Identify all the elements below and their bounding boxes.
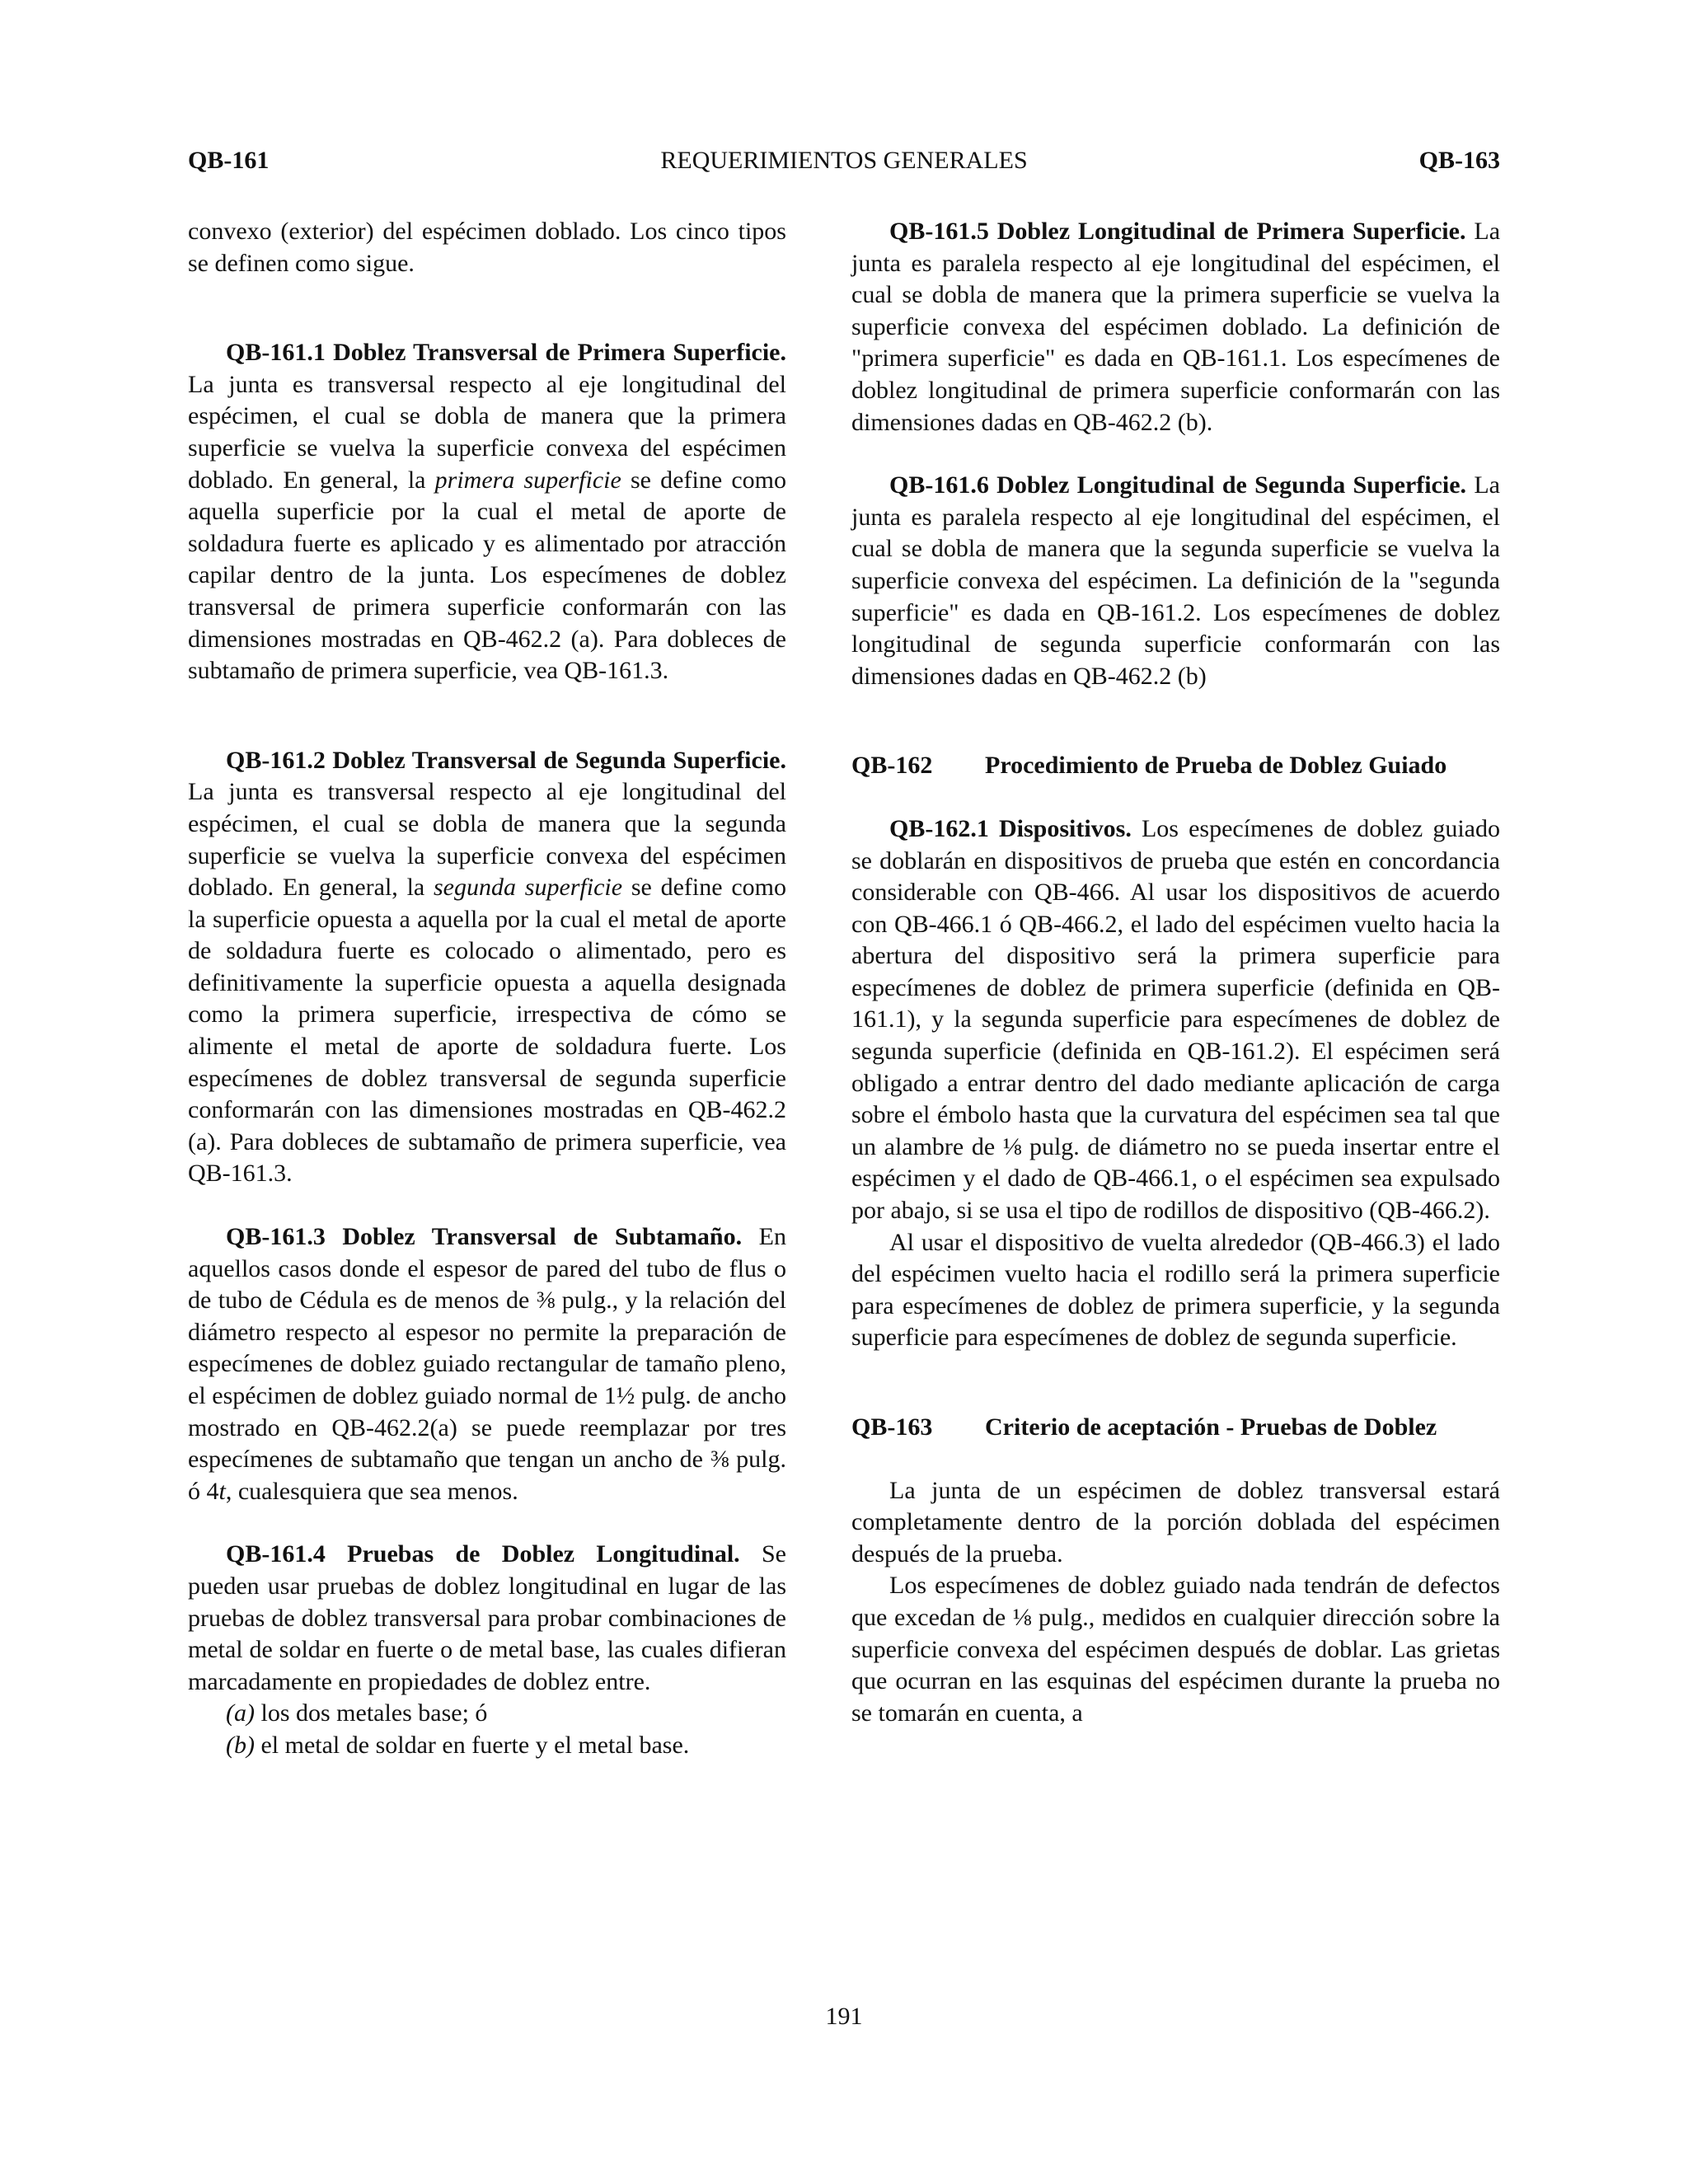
list-item-a-text: los dos metales base; ó	[254, 1699, 488, 1727]
section-162-heading	[851, 750, 1500, 782]
section-161-3-text-a: En aquellos casos donde el espesor de pared del tubo de flus o de tubo de Cédula es de menos de ⅜ pulg., y la relación del diámetro respecto al espesor no permite la preparación de especímenes de doblez guiado rectangular de tamaño pleno, el espécimen de doblez guiado normal de 1½ pulg. de ancho mostrado en QB-462.2(a) se puede reemplazar por tres especímenes de subtamaño que tengan un ancho de ⅜ pulg. ó 4	[188, 1223, 786, 1505]
section-161-6-text: La junta es paralela respecto al eje longitudinal del espécimen, el cual se dobla de manera que la segunda superficie se vuelva la superficie convexa del espécimen. La definición de la "segunda superficie" es dada en QB-161.2. Los especímenes de doblez longitudinal de segunda superficie conformarán con las dimensiones dadas en QB-462.2 (b)	[851, 471, 1500, 690]
intro-paragraph: convexo (exterior) del espécimen doblado. Los cinco tipos se definen como sigue.	[188, 218, 786, 277]
section-161-6-heading: QB-161.6 Doblez Longitudinal de Segunda Superficie.	[889, 471, 1467, 499]
section-163-number: QB-163	[851, 1413, 933, 1441]
header-title: REQUERIMIENTOS GENERALES	[660, 147, 1028, 174]
page-number: 191	[825, 2003, 863, 2030]
section-161-4-text: Se pueden usar pruebas de doblez longitudinal en lugar de las pruebas de doblez transversal para probar combinaciones de metal de soldar en fuerte o de metal base, las cuales difieran marcadamente en propiedades de doblez entre.	[188, 1540, 786, 1695]
list-item-a-label: (a)	[226, 1699, 255, 1727]
section-161-2	[188, 745, 786, 1190]
section-161-3-emphasis: t	[218, 1477, 226, 1505]
section-162-1-text: Los especímenes de doblez guiado se doblarán en dispositivos de prueba que estén en concordancia considerable con QB-466. Al usar los dispositivos de acuerdo con QB-466.1 ó QB-466.2, el lado del espécimen vuelto hacia la abertura del dispositivo será la primera superficie para especímenes de doblez de primera superficie (definida en QB-161.1), y la segunda superficie para especímenes de doblez de segunda superficie (definida en QB-161.2). El espécimen será obligado a entrar dentro del dado mediante aplicación de carga sobre el émbolo hasta que la curvatura del espécimen sea tal que un alambre de ⅛ pulg. de diámetro no se pueda insertar entre el espécimen y el dado de QB-466.1, o el espécimen sea expulsado por abajo, si se usa el tipo de rodillos de dispositivo (QB-466.2).	[851, 814, 1500, 1225]
section-162-1	[851, 813, 1500, 1227]
section-162-number: QB-162	[851, 752, 933, 780]
section-161-6	[851, 470, 1500, 692]
section-161-2-heading: QB-161.2 Doblez Transversal de Segunda Superficie.	[226, 746, 786, 774]
section-161-3-text-b: , cualesquiera que sea menos.	[225, 1477, 518, 1505]
section-161-1-emphasis: primera superficie	[434, 466, 621, 494]
section-161-1	[188, 337, 786, 687]
section-161-4-heading: QB-161.4 Pruebas de Doblez Longitudinal.	[226, 1540, 740, 1568]
section-163-heading	[851, 1412, 1500, 1444]
section-161-1-text-b: se define como aquella superficie por la cual el metal de aporte de soldadura fuerte es aplicado y es alimentado por atracción capilar dentro de la junta. Los especímenes de doblez transversal de primera superficie conformarán con las dimensiones mostradas en QB-462.2 (a). Para dobleces de subtamaño de primera superficie, vea QB-161.3.	[188, 466, 786, 685]
section-162-1-heading: QB-162.1 Dispositivos.	[889, 814, 1132, 842]
section-161-5	[851, 216, 1500, 438]
section-162-title: Procedimiento de Prueba de Doblez Guiado	[985, 752, 1447, 780]
section-161-1-text-a: La junta es transversal respecto al eje longitudinal del espécimen, el cual se dobla de manera que la primera superficie se vuelva la superficie convexa del espécimen doblado. En general, la	[188, 370, 786, 494]
list-item-a	[188, 1698, 786, 1730]
section-161-4	[188, 1539, 786, 1698]
running-header	[188, 147, 1500, 180]
section-163-title: Criterio de aceptación - Pruebas de Doblez	[985, 1413, 1437, 1441]
left-column	[188, 216, 786, 1762]
section-161-5-text: La junta es paralela respecto al eje longitudinal del espécimen, el cual se dobla de manera que la primera superficie se vuelva la superficie convexa del espécimen doblado. La definición de "primera superficie" es dada en QB-161.1. Los especímenes de doblez longitudinal de primera superficie conformarán con las dimensiones dadas en QB-462.2 (b).	[851, 218, 1501, 436]
section-161-5-heading: QB-161.5 Doblez Longitudinal de Primera Superficie.	[889, 218, 1466, 245]
section-163-paragraph-1: La junta de un espécimen de doblez transversal estará completamente dentro de la porción doblada del espécimen después de la prueba.	[851, 1476, 1500, 1568]
section-162-1-paragraph-2: Al usar el dispositivo de vuelta alrededor (QB-466.3) el lado del espécimen vuelto hacia el rodillo será la primera superficie para especímenes de doblez de primera superficie, y la segunda superficie para especímenes de doblez de segunda superficie.	[851, 1228, 1500, 1352]
section-161-1-heading: QB-161.1 Doblez Transversal de Primera Superficie.	[226, 339, 786, 367]
section-161-3	[188, 1221, 786, 1507]
section-161-2-text-a: La junta es transversal respecto al eje longitudinal del espécimen, el cual se dobla de manera que la segunda superficie se vuelva la superficie convexa del espécimen doblado. En general, la	[188, 778, 786, 902]
section-161-2-emphasis: segunda superficie	[434, 874, 623, 902]
list-item-b	[188, 1730, 786, 1762]
right-column	[851, 216, 1500, 1729]
section-163-paragraph-2: Los especímenes de doblez guiado nada tendrán de defectos que excedan de ⅛ pulg., medidos en cualquier dirección sobre la superficie convexa del espécimen después de doblar. Las grietas que ocurran en las esquinas del espécimen durante la prueba no se tomarán en cuenta, a	[851, 1572, 1500, 1727]
section-161-3-heading: QB-161.3 Doblez Transversal de Subtamaño.	[226, 1223, 743, 1251]
header-right-section: QB-163	[1418, 147, 1500, 174]
list-item-b-text: el metal de soldar en fuerte y el metal base.	[254, 1731, 690, 1759]
header-left-section: QB-161	[188, 147, 270, 174]
list-item-b-label: (b)	[226, 1731, 255, 1759]
section-161-2-text-b: se define como la superficie opuesta a aquella por la cual el metal de aporte de soldadura fuerte es colocado o alimentado, pero es definitivamente la superficie opuesta a aquella designada como la primera superficie, irrespectiva de cómo se alimente el metal de aporte de soldadura fuerte. Los especímenes de doblez transversal de segunda superficie conformarán con las dimensiones mostradas en QB-462.2 (a). Para dobleces de subtamaño de primera superficie, vea QB-161.3.	[188, 874, 786, 1188]
